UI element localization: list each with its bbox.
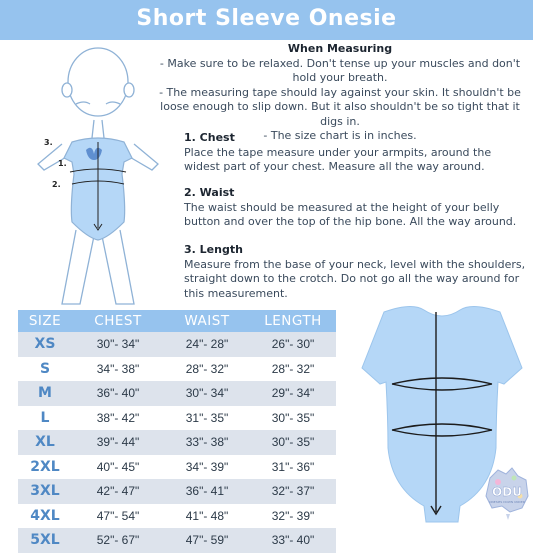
- chest-cell: 40"- 45": [72, 455, 164, 480]
- step-waist: [184, 186, 529, 230]
- header-size: SIZE: [18, 310, 72, 332]
- size-chart-table: [18, 310, 336, 553]
- chest-cell: 42"- 47": [72, 479, 164, 504]
- waist-cell: 28"- 32": [164, 357, 250, 382]
- length-cell: 30"- 35": [250, 406, 336, 431]
- table-row: [18, 504, 336, 529]
- length-cell: 32"- 37": [250, 479, 336, 504]
- chest-cell: 39"- 44": [72, 430, 164, 455]
- child-figure-illustration: [34, 42, 164, 312]
- size-cell: 4XL: [18, 504, 72, 529]
- step-text: Place the tape measure under your armpits, around the widest part of your chest. Measure all the way around.: [184, 145, 492, 173]
- waist-cell: 30"- 34": [164, 381, 250, 406]
- measuring-instructions: [150, 42, 530, 144]
- header-waist: WAIST: [164, 310, 250, 332]
- step-length: [184, 243, 529, 301]
- length-cell: 30"- 35": [250, 430, 336, 455]
- length-cell: 33"- 40": [250, 528, 336, 553]
- waist-cell: 34"- 39": [164, 455, 250, 480]
- odu-logo: [484, 466, 530, 522]
- step-text: The waist should be measured at the height of your belly button and over the top of the hip bone. All the way around.: [184, 200, 517, 228]
- logo-subtext: ONESIES DOWN UNDER: [489, 500, 525, 504]
- title-banner: [0, 0, 533, 40]
- step-title: 2. Waist: [184, 186, 235, 199]
- marker-2: 2.: [52, 180, 61, 189]
- waist-cell: 36"- 41": [164, 479, 250, 504]
- length-cell: 26"- 30": [250, 332, 336, 357]
- waist-cell: 47"- 59": [164, 528, 250, 553]
- table-row: [18, 455, 336, 480]
- table-header-row: [18, 310, 336, 332]
- table-row: [18, 357, 336, 382]
- size-cell: XS: [18, 332, 72, 357]
- instruction-line: - Make sure to be relaxed. Don't tense up your muscles and don't hold your breath.: [159, 56, 521, 84]
- chest-cell: 47"- 54": [72, 504, 164, 529]
- chest-cell: 38"- 42": [72, 406, 164, 431]
- marker-1: 1.: [58, 159, 67, 168]
- instruction-line: - The measuring tape should lay against your skin. It shouldn't be loose enough to slip down. But it also shouldn't be so tight that it digs in.: [159, 85, 521, 128]
- size-cell: M: [18, 381, 72, 406]
- step-chest: [184, 131, 529, 175]
- size-cell: 2XL: [18, 455, 72, 480]
- size-cell: XL: [18, 430, 72, 455]
- chest-cell: 36"- 40": [72, 381, 164, 406]
- marker-3: 3.: [44, 138, 53, 147]
- table-row: [18, 381, 336, 406]
- size-cell: S: [18, 357, 72, 382]
- instruction-line: - The size chart is in inches.: [263, 129, 417, 142]
- header-chest: CHEST: [72, 310, 164, 332]
- table-row: [18, 479, 336, 504]
- step-title: 3. Length: [184, 243, 243, 256]
- length-cell: 31"- 36": [250, 455, 336, 480]
- table-row: [18, 332, 336, 357]
- logo-text: ODU: [492, 485, 522, 499]
- table-row: [18, 406, 336, 431]
- waist-cell: 33"- 38": [164, 430, 250, 455]
- length-cell: 28"- 32": [250, 357, 336, 382]
- waist-cell: 24"- 28": [164, 332, 250, 357]
- chest-cell: 30"- 34": [72, 332, 164, 357]
- instructions-heading: When Measuring: [287, 42, 393, 55]
- table-row: [18, 528, 336, 553]
- length-cell: 32"- 39": [250, 504, 336, 529]
- size-cell: 3XL: [18, 479, 72, 504]
- chest-cell: 34"- 38": [72, 357, 164, 382]
- size-cell: 5XL: [18, 528, 72, 553]
- page-title: Short Sleeve Onesie: [136, 6, 397, 31]
- header-length: LENGTH: [250, 310, 336, 332]
- waist-cell: 31"- 35": [164, 406, 250, 431]
- waist-cell: 41"- 48": [164, 504, 250, 529]
- step-text: Measure from the base of your neck, level with the shoulders, straight down to the crotch. Do not go all the way around for this measurement.: [184, 257, 526, 300]
- length-cell: 29"- 34": [250, 381, 336, 406]
- table-row: [18, 430, 336, 455]
- size-cell: L: [18, 406, 72, 431]
- chest-cell: 52"- 67": [72, 528, 164, 553]
- step-title: 1. Chest: [184, 131, 235, 144]
